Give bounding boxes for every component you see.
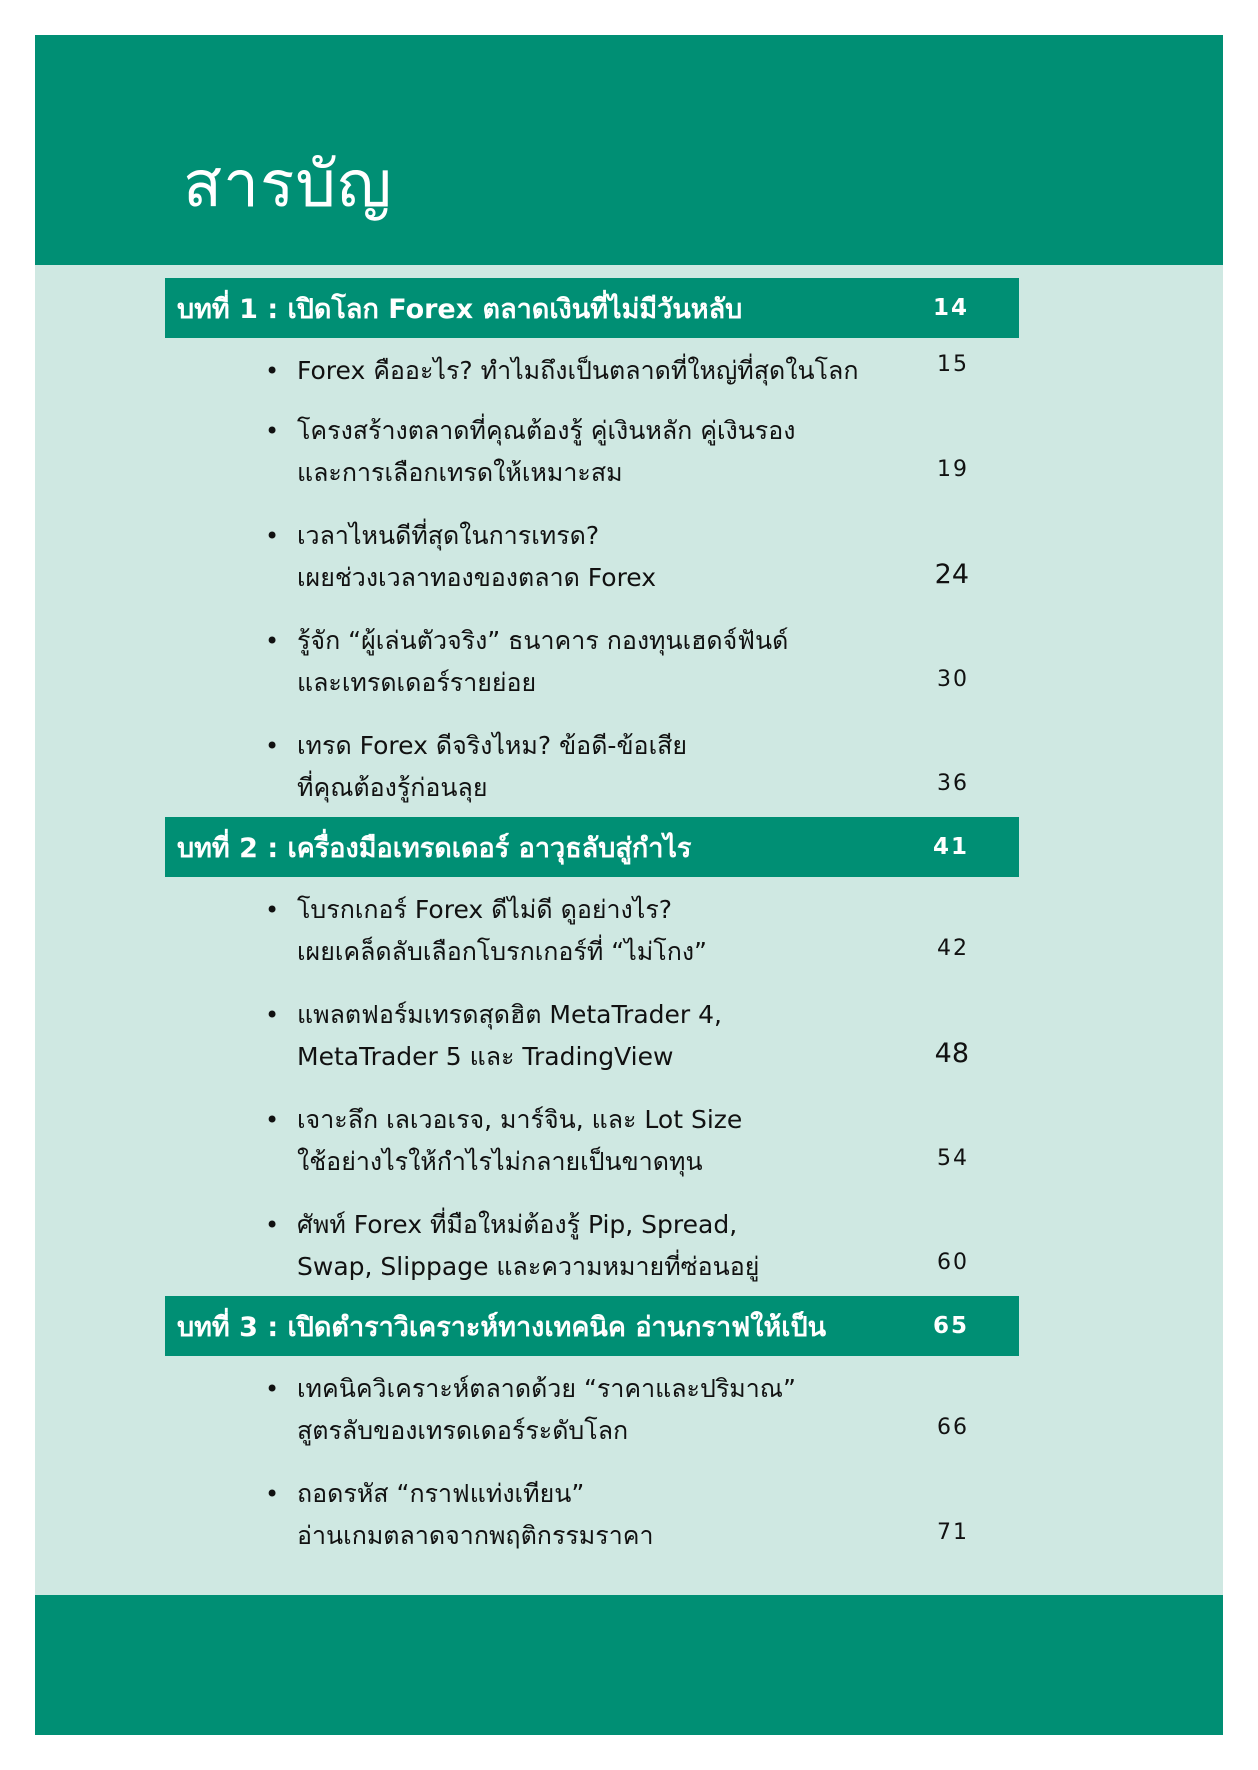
item-page-number: 71 xyxy=(937,1520,969,1545)
bullet-icon: • xyxy=(265,1375,280,1403)
item-text xyxy=(297,410,897,494)
item-text xyxy=(297,994,897,1078)
table-of-contents xyxy=(165,278,1019,1566)
chapter-title: บทที่ 1 : เปิดโลก Forex ตลาดเงินที่ไม่มีวันหลับ xyxy=(177,293,743,325)
chapter-title: บทที่ 3 : เปิดตำราวิเคราะห์ทางเทคนิค อ่านกราฟให้เป็น xyxy=(177,1311,827,1343)
item-line: เทคนิควิเคราะห์ตลาดด้วย “ราคาและปริมาณ” xyxy=(297,1374,796,1403)
item-line: รู้จัก “ผู้เล่นตัวจริง” ธนาคาร กองทุนเฮดจ์ฟันด์ xyxy=(297,626,789,655)
item-line: Forex คืออะไร? ทำไมถึงเป็นตลาดที่ใหญ่ที่สุดในโลก xyxy=(297,356,859,385)
bullet-icon: • xyxy=(265,522,280,550)
chapter-page-number: 65 xyxy=(932,1313,969,1339)
item-text xyxy=(297,620,897,704)
item-line: และการเลือกเทรดให้เหมาะสม xyxy=(297,458,623,487)
toc-item[interactable] xyxy=(165,1192,1019,1296)
toc-item[interactable] xyxy=(165,713,1019,817)
chapter-page-number: 14 xyxy=(932,295,969,321)
item-line: ใช้อย่างไรให้กำไรไม่กลายเป็นขาดทุน xyxy=(297,1147,703,1176)
item-page-number: 48 xyxy=(934,1038,969,1069)
item-line: อ่านเกมตลาดจากพฤติกรรมราคา xyxy=(297,1521,654,1550)
chapter-3-header[interactable] xyxy=(165,1296,1019,1356)
item-text xyxy=(297,1473,897,1557)
item-page-number: 15 xyxy=(937,352,969,377)
header-band xyxy=(35,35,1223,265)
item-line: แพลตฟอร์มเทรดสุดฮิต MetaTrader 4, xyxy=(297,1000,722,1029)
item-line: ถอดรหัส “กราฟแท่งเทียน” xyxy=(297,1479,585,1508)
toc-item[interactable] xyxy=(165,398,1019,503)
item-line: เวลาไหนดีที่สุดในการเทรด? xyxy=(297,521,600,550)
toc-item[interactable] xyxy=(165,982,1019,1087)
bullet-icon: • xyxy=(265,896,280,924)
item-line: และเทรดเดอร์รายย่อย xyxy=(297,668,537,697)
toc-item[interactable] xyxy=(165,877,1019,982)
item-text xyxy=(297,1368,897,1452)
bullet-icon: • xyxy=(265,1211,280,1239)
chapter-1-header[interactable] xyxy=(165,278,1019,338)
item-line: โครงสร้างตลาดที่คุณต้องรู้ คู่เงินหลัก คู่เงินรอง xyxy=(297,416,796,445)
item-text xyxy=(297,1204,897,1288)
item-line: ที่คุณต้องรู้ก่อนลุย xyxy=(297,773,488,802)
item-line: สูตรลับของเทรดเดอร์ระดับโลก xyxy=(297,1416,629,1445)
item-text xyxy=(297,889,897,973)
page-title: สารบัญ xyxy=(183,148,393,222)
item-text xyxy=(297,725,897,809)
item-text xyxy=(297,1099,897,1183)
item-line: MetaTrader 5 และ TradingView xyxy=(297,1042,674,1071)
bullet-icon: • xyxy=(265,1480,280,1508)
item-line: เทรด Forex ดีจริงไหม? ข้อดี-ข้อเสีย xyxy=(297,731,688,760)
item-page-number: 42 xyxy=(937,936,969,961)
bullet-icon: • xyxy=(265,417,280,445)
toc-item[interactable] xyxy=(165,503,1019,608)
item-line: ศัพท์ Forex ที่มือใหม่ต้องรู้ Pip, Spread, xyxy=(297,1210,738,1239)
item-text xyxy=(297,515,897,599)
page-frame xyxy=(35,35,1223,1735)
chapter-title: บทที่ 2 : เครื่องมือเทรดเดอร์ อาวุธลับสู่กำไร xyxy=(177,832,692,864)
item-line: โบรกเกอร์ Forex ดีไม่ดี ดูอย่างไร? xyxy=(297,895,673,924)
bullet-icon: • xyxy=(265,732,280,760)
item-page-number: 54 xyxy=(937,1146,969,1171)
item-line: เผยช่วงเวลาทองของตลาด Forex xyxy=(297,563,657,592)
item-page-number: 36 xyxy=(937,771,969,796)
toc-item[interactable] xyxy=(165,608,1019,713)
chapter-page-number: 41 xyxy=(932,834,969,860)
item-text xyxy=(297,350,897,392)
bullet-icon: • xyxy=(265,1001,280,1029)
bullet-icon: • xyxy=(265,1106,280,1134)
item-page-number: 60 xyxy=(937,1250,969,1275)
toc-item[interactable] xyxy=(165,1356,1019,1461)
bullet-icon: • xyxy=(265,627,280,655)
footer-band xyxy=(35,1595,1223,1735)
chapter-2-header[interactable] xyxy=(165,817,1019,877)
item-page-number: 19 xyxy=(937,457,969,482)
toc-item[interactable] xyxy=(165,338,1019,398)
item-page-number: 24 xyxy=(934,559,969,590)
toc-item[interactable] xyxy=(165,1461,1019,1566)
item-page-number: 66 xyxy=(937,1415,969,1440)
item-line: เผยเคล็ดลับเลือกโบรกเกอร์ที่ “ไม่โกง” xyxy=(297,937,708,966)
item-line: เจาะลึก เลเวอเรจ, มาร์จิน, และ Lot Size xyxy=(297,1105,743,1134)
bullet-icon: • xyxy=(265,357,280,385)
item-line: Swap, Slippage และความหมายที่ซ่อนอยู่ xyxy=(297,1252,760,1281)
toc-item[interactable] xyxy=(165,1087,1019,1192)
item-page-number: 30 xyxy=(937,667,969,692)
